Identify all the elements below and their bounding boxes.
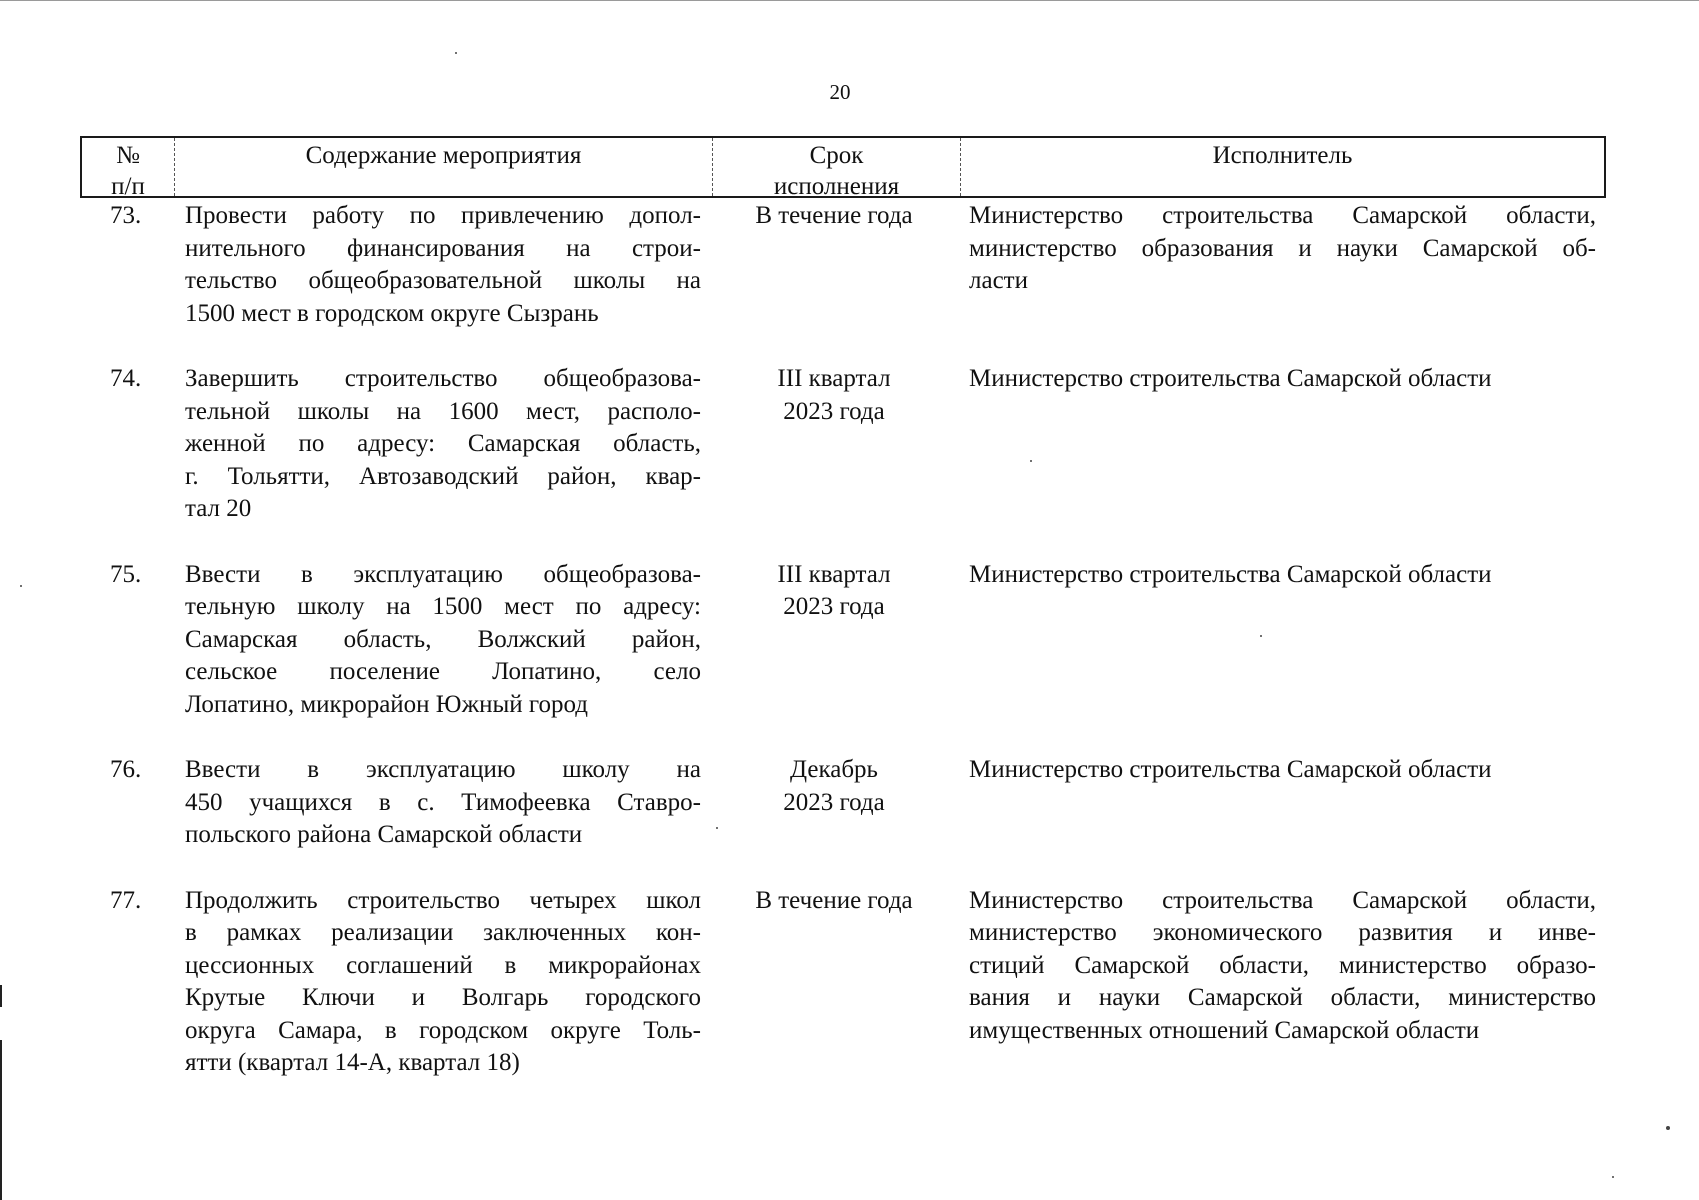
row-content-line: округа Самара, в городском округе Толь-: [185, 1016, 701, 1044]
row-number: 73.: [110, 202, 142, 229]
header-number-symbol: №: [116, 142, 140, 169]
header-content-column: Содержание мероприятия: [175, 138, 713, 196]
row-content: [173, 363, 701, 526]
row-content: [173, 754, 701, 852]
table-header: [80, 136, 1606, 198]
row-content-line: цессионных соглашений в микрорайонах: [185, 951, 701, 979]
row-executor-line: Министерство строительства Самарской области,: [969, 886, 1596, 914]
table-body: [80, 200, 1610, 1113]
scan-edge-mark: [0, 985, 2, 1007]
row-term-line: Декабрь: [790, 756, 878, 783]
row-number: 76.: [110, 756, 142, 783]
row-term: [701, 885, 959, 1080]
row-executor: [959, 885, 1596, 1080]
scan-speck: [1666, 1126, 1670, 1130]
row-content-line: тельную школу на 1500 мест по адресу:: [185, 593, 701, 620]
page-number: 20: [829, 80, 851, 104]
row-term-line: В течение года: [755, 202, 913, 229]
row-content-line: 1500 мест в городском округе Сызрань: [185, 299, 599, 327]
row-executor-line: Министерство строительства Самарской области: [969, 365, 1492, 392]
table-row: [80, 754, 1610, 852]
header-executor-column: Исполнитель: [1212, 142, 1353, 169]
row-content: [173, 559, 701, 722]
row-content-line: сельское поселение Лопатино, село: [185, 658, 701, 685]
row-content-line: тал 20: [185, 495, 252, 522]
row-executor-line: стиций Самарской области, министерство образо-: [969, 951, 1596, 979]
row-number: 77.: [110, 886, 142, 914]
row-executor-line: ласти: [969, 267, 1028, 294]
row-content-line: Ввести в эксплуатацию школу на: [185, 756, 701, 783]
row-content-line: Самарская область, Волжский район,: [185, 625, 701, 653]
scan-speck: [20, 585, 22, 587]
row-term-line: 2023 года: [783, 593, 885, 620]
scan-speck: [455, 52, 457, 54]
header-term-line: исполнения: [773, 173, 900, 200]
row-term: [701, 754, 959, 852]
row-executor-line: имущественных отношений Самарской области: [969, 1016, 1480, 1044]
row-executor-line: Министерство строительства Самарской области,: [969, 202, 1596, 229]
row-content: [173, 200, 701, 330]
page-top-edge: [0, 0, 1699, 1]
scan-speck: [1612, 1176, 1614, 1178]
row-content-line: г. Тольятти, Автозаводский район, квар-: [185, 462, 701, 490]
header-term-column: [713, 138, 961, 200]
row-term-line: 2023 года: [783, 788, 885, 816]
header-number-abbr: п/п: [111, 173, 145, 200]
row-executor-line: Министерство строительства Самарской области: [969, 560, 1492, 588]
row-content-line: Продолжить строительство четырех школ: [185, 886, 701, 914]
row-content-line: тельной школы на 1600 мест, располо-: [185, 397, 701, 425]
row-content-line: ятти (квартал 14-А, квартал 18): [185, 1049, 520, 1076]
row-content: [173, 885, 701, 1080]
row-executor: [959, 363, 1596, 526]
row-term: [701, 363, 959, 526]
row-content-line: женной по адресу: Самарская область,: [185, 430, 701, 457]
row-content-line: Завершить строительство общеобразова-: [185, 365, 701, 392]
header-number-column: [82, 138, 175, 200]
row-executor: [959, 200, 1596, 330]
row-term-line: В течение года: [755, 886, 913, 914]
row-executor-line: Министерство строительства Самарской области: [969, 756, 1492, 783]
row-content-line: Провести работу по привлечению допол-: [185, 202, 701, 229]
table-row: [80, 885, 1610, 1080]
row-executor: [959, 559, 1596, 722]
row-content-line: польского района Самарской области: [185, 821, 583, 848]
row-executor: [959, 754, 1596, 852]
row-term: [701, 200, 959, 330]
table-row: [80, 363, 1610, 526]
row-number: 74.: [110, 365, 142, 392]
row-number: 75.: [110, 560, 142, 588]
table-row: [80, 559, 1610, 722]
row-term: [701, 559, 959, 722]
row-content-line: Ввести в эксплуатацию общеобразова-: [185, 560, 701, 588]
header-term-line: Срок: [809, 142, 864, 169]
row-executor-line: вания и науки Самарской области, министерство: [969, 984, 1596, 1011]
row-content-line: 450 учащихся в с. Тимофеевка Ставро-: [185, 788, 701, 816]
row-content-line: нительного финансирования на строи-: [185, 234, 701, 262]
table-row: [80, 200, 1610, 330]
row-content-line: Крутые Ключи и Волгарь городского: [185, 984, 701, 1011]
row-term-line: III квартал: [777, 365, 891, 392]
row-executor-line: министерство образования и науки Самарской об-: [969, 234, 1596, 262]
row-term-line: III квартал: [777, 560, 891, 588]
row-content-line: тельство общеобразовательной школы на: [185, 267, 701, 294]
row-content-line: Лопатино, микрорайон Южный город: [185, 690, 589, 718]
row-executor-line: министерство экономического развития и инве-: [969, 919, 1596, 946]
row-content-line: в рамках реализации заключенных кон-: [185, 919, 701, 946]
row-term-line: 2023 года: [783, 397, 885, 425]
scan-edge-mark: [0, 1040, 2, 1200]
